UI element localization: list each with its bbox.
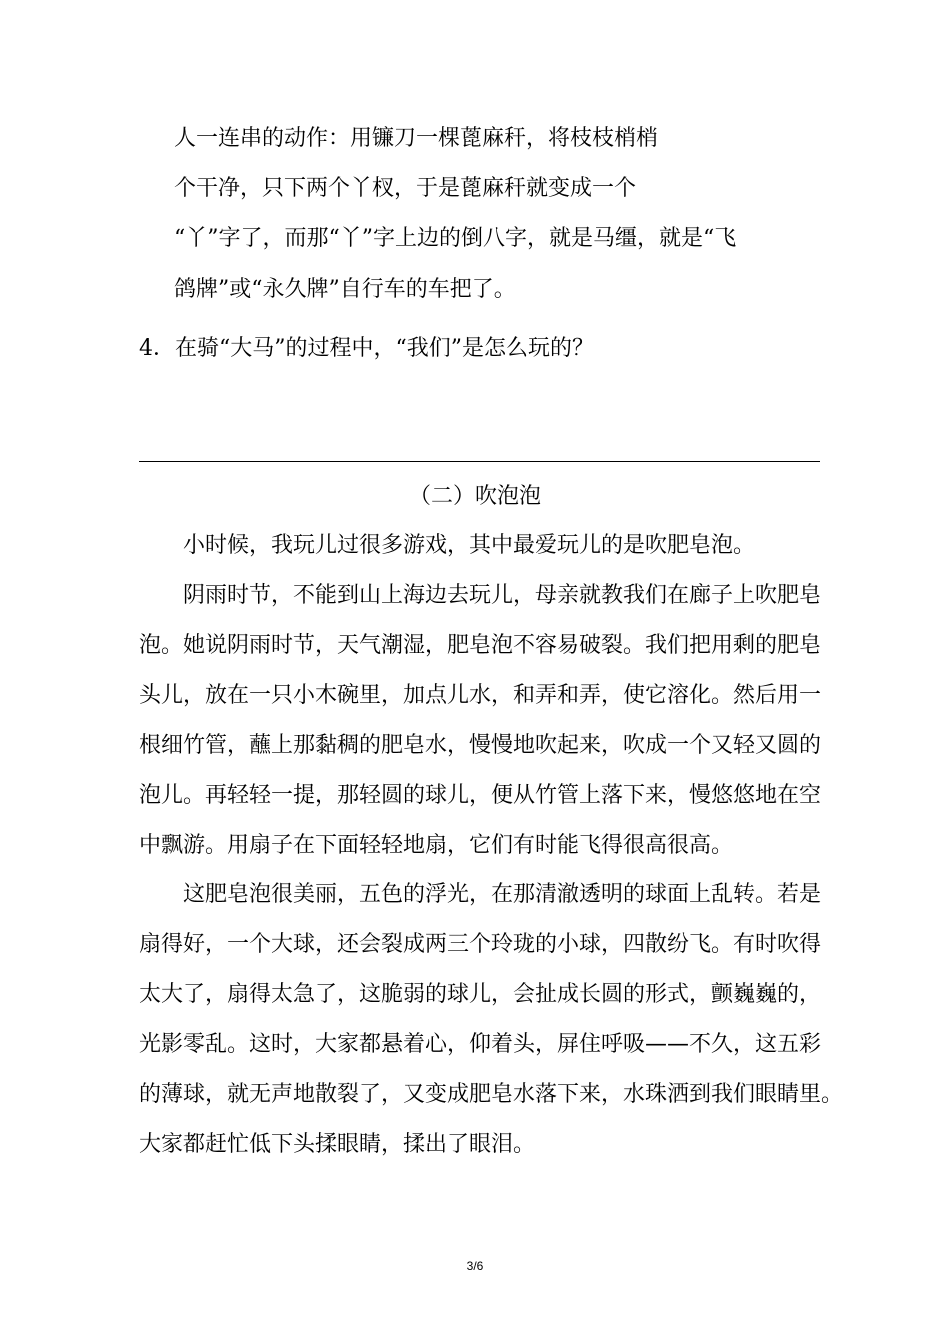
paragraph-line: 扇得好，一个大球，还会裂成两三个玲珑的小球，四散纷飞。有时吹得 — [139, 932, 822, 957]
excerpt-line-1: 人一连串的动作：用镰刀一棵蓖麻秆，将枝枝梢梢 — [174, 126, 659, 151]
paragraph-line: 头儿，放在一只小木碗里，加点儿水，和弄和弄，使它溶化。然后用一 — [139, 683, 822, 708]
paragraph-line: 大家都赶忙低下头揉眼睛，揉出了眼泪。 — [139, 1132, 536, 1157]
answer-line — [139, 461, 820, 462]
paragraph-line: 泡儿。再轻轻一提，那轻圆的球儿，便从竹管上落下来，慢悠悠地在空 — [139, 783, 822, 808]
page-number: 3/6 — [466, 1259, 484, 1273]
excerpt-line-2: 个干净，只下两个丫杈，于是蓖麻秆就变成一个 — [174, 176, 637, 201]
paragraph-line: 根细竹管，蘸上那黏稠的肥皂水，慢慢地吹起来，吹成一个又轻又圆的 — [139, 733, 822, 758]
excerpt-line-4: 鸽牌”或“永久牌”自行车的车把了。 — [174, 277, 516, 302]
paragraph-line: 小时候，我玩儿过很多游戏，其中最爱玩儿的是吹肥皂泡。 — [183, 533, 756, 558]
paragraph-line: 太大了，扇得太急了，这脆弱的球儿，会扯成长圆的形式，颤巍巍的， — [139, 982, 822, 1007]
paragraph-line: 光影零乱。这时，大家都悬着心，仰着头，屏住呼吸——不久，这五彩 — [139, 1032, 822, 1057]
paragraph-line: 阴雨时节，不能到山上海边去玩儿，母亲就教我们在廊子上吹肥皂 — [183, 583, 822, 608]
excerpt-line-3: “丫”字了，而那“丫”字上边的倒八字，就是马缰，就是“飞 — [174, 226, 737, 251]
paragraph-line: 中飘游。用扇子在下面轻轻地扇，它们有时能飞得很高很高。 — [139, 833, 734, 858]
section-title: （二）吹泡泡 — [408, 484, 541, 509]
paragraph-line: 的薄球，就无声地散裂了，又变成肥皂水落下来，水珠洒到我们眼睛里。 — [139, 1082, 844, 1107]
question-4: 4．在骑“大马”的过程中，“我们”是怎么玩的？ — [139, 336, 594, 361]
paragraph-line: 这肥皂泡很美丽，五色的浮光，在那清澈透明的球面上乱转。若是 — [183, 882, 822, 907]
paragraph-line: 泡。她说阴雨时节，天气潮湿，肥皂泡不容易破裂。我们把用剩的肥皂 — [139, 633, 822, 658]
